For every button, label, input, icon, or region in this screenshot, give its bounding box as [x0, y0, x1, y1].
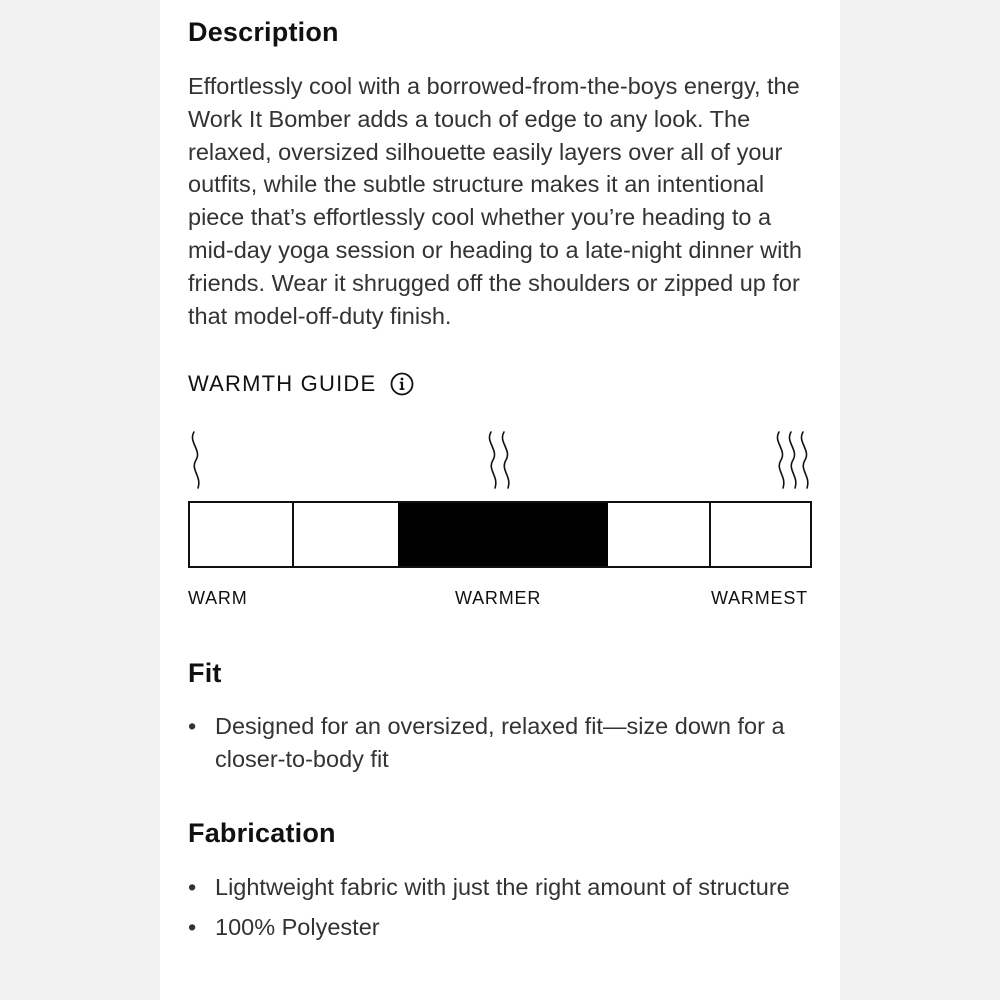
warmth-scale-bar [188, 501, 812, 568]
warmth-segment-5 [608, 503, 711, 566]
warmth-segment-4 [503, 503, 608, 566]
product-details-panel [160, 0, 840, 1000]
fabrication-title: Fabrication [188, 818, 336, 848]
warmth-label-warmer: WARMER [455, 588, 542, 608]
list-item [188, 710, 813, 776]
three-wave-heat-icon [773, 430, 815, 490]
bullet-dot: • [188, 874, 197, 900]
warmth-guide-header [188, 371, 414, 397]
fabrication-bullet-list [188, 871, 813, 951]
info-circle-icon[interactable] [390, 372, 414, 396]
list-item [188, 871, 813, 904]
warmth-segment-3 [398, 503, 503, 566]
warmth-segment-2 [294, 503, 398, 566]
warmth-label-warmest: WARMEST [711, 588, 808, 608]
list-item-text: 100% Polyester [215, 913, 380, 940]
one-wave-heat-icon [188, 430, 206, 490]
list-item [188, 911, 813, 944]
bullet-dot: • [188, 713, 197, 739]
two-wave-heat-icon [485, 430, 517, 490]
list-item-text: Designed for an oversized, relaxed fit—size down for a closer-to-body fit [215, 713, 785, 772]
list-item-text: Lightweight fabric with just the right amount of structure [215, 874, 790, 900]
description-text: Effortlessly cool with a borrowed-from-the-boys energy, the Work It Bomber adds a touch of edge to any look. The relaxed, oversized silhouette easily layers over all of your outfits, while the subtle structure makes it an intentional piece that’s effortlessly cool whether you’re heading to a mid-day yoga session or heading to a late-night dinner with friends. Wear it shrugged off the shoulders or zipped up for that model-off-duty finish. [188, 73, 802, 329]
fit-title: Fit [188, 658, 222, 688]
warmth-segment-1 [190, 503, 294, 566]
warmth-segment-6 [711, 503, 810, 566]
warmth-label-warm: WARM [188, 588, 248, 608]
warmth-guide-label: WARMTH GUIDE [188, 371, 377, 396]
bullet-dot: • [188, 913, 197, 940]
description-title: Description [188, 17, 339, 47]
fit-bullet-list [188, 710, 813, 783]
